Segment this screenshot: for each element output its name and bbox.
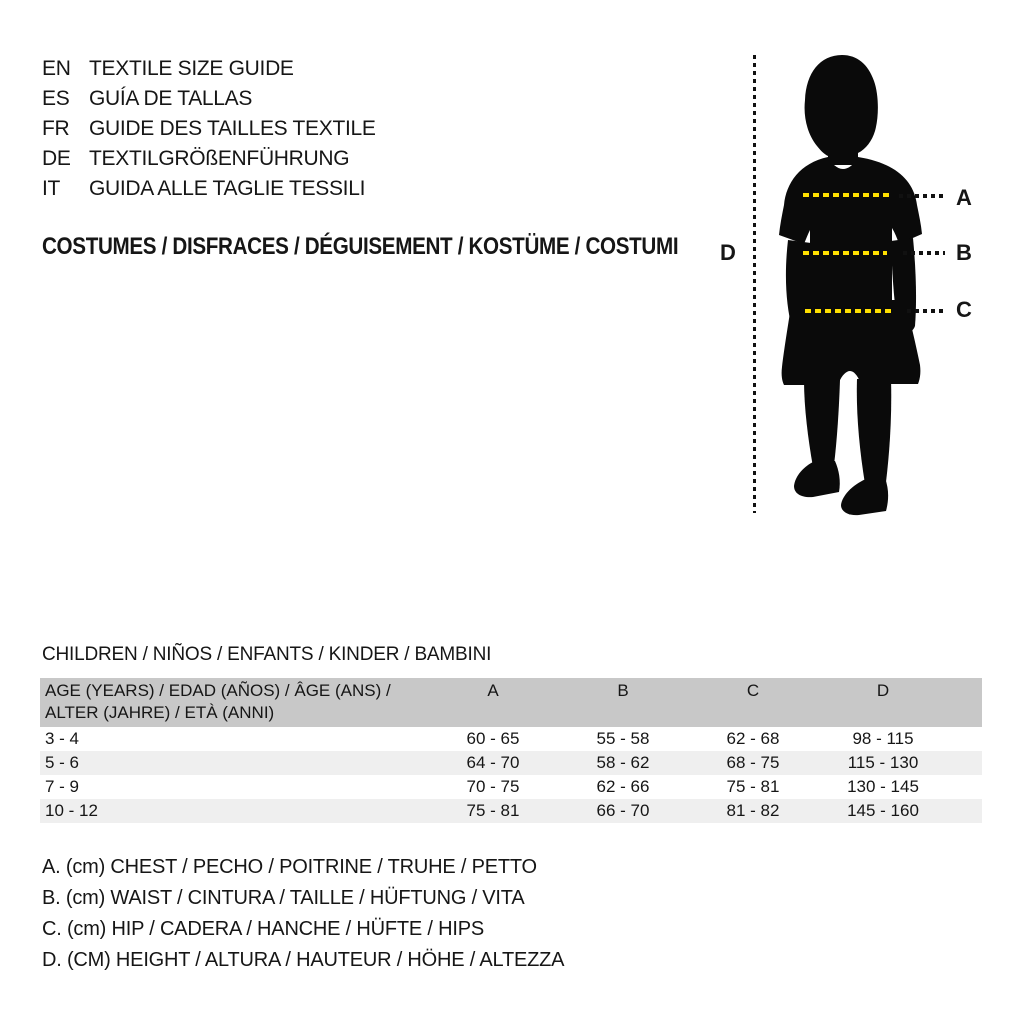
measurement-legend	[42, 852, 564, 976]
age-cell: 10 - 12	[45, 801, 98, 820]
children-section-heading: CHILDREN / NIÑOS / ENFANTS / KINDER / BAMBINI	[42, 644, 492, 665]
language-row	[42, 84, 376, 114]
waist-dash-line	[803, 251, 887, 255]
col-header-d: D	[876, 681, 890, 700]
age-cell: 3 - 4	[45, 729, 80, 748]
waist-cell: 58 - 62	[596, 753, 650, 772]
hip-cell: 75 - 81	[726, 777, 780, 796]
hip-dash-line	[805, 309, 891, 313]
age-header-line2: ALTER (JAHRE) / ETÀ (ANNI)	[45, 703, 275, 722]
measure-label-d: D	[720, 240, 736, 265]
measure-label-a: A	[956, 185, 972, 210]
waist-cell: 62 - 66	[596, 777, 650, 796]
spacer-cell	[948, 678, 982, 727]
language-row	[42, 144, 376, 174]
table-row	[40, 751, 982, 775]
col-header-b: B	[617, 681, 629, 700]
height-cell: 115 - 130	[847, 753, 919, 772]
height-cell: 98 - 115	[852, 729, 914, 748]
table-row	[40, 727, 982, 751]
spacer-cell	[948, 775, 982, 799]
measure-label-c: C	[956, 297, 972, 322]
language-label: TEXTILE SIZE GUIDE	[89, 57, 294, 80]
language-code: ES	[42, 87, 70, 110]
chest-dash-line	[803, 193, 889, 197]
language-row	[42, 54, 376, 84]
spacer-cell	[948, 799, 982, 823]
waist-cell: 66 - 70	[596, 801, 650, 820]
language-code: DE	[42, 147, 71, 170]
table-row	[40, 799, 982, 823]
col-header-a: A	[487, 681, 499, 700]
child-silhouette-icon	[758, 45, 943, 520]
language-row	[42, 174, 376, 204]
waist-leader-line	[903, 251, 945, 255]
language-code: FR	[42, 117, 70, 140]
legend-item-d: D. (CM) HEIGHT / ALTURA / HAUTEUR / HÖHE / ALTEZZA	[42, 949, 565, 971]
age-cell: 7 - 9	[45, 777, 80, 796]
age-header-line1: AGE (YEARS) / EDAD (AÑOS) / ÂGE (ANS) /	[45, 681, 391, 700]
language-code: IT	[42, 177, 61, 200]
hip-cell: 68 - 75	[726, 753, 780, 772]
chest-cell: 75 - 81	[466, 801, 520, 820]
language-row	[42, 114, 376, 144]
height-dotted-line	[753, 55, 756, 513]
hip-cell: 81 - 82	[726, 801, 780, 820]
age-cell: 5 - 6	[45, 753, 80, 772]
hip-leader-line	[907, 309, 945, 313]
chest-leader-line	[899, 194, 945, 198]
height-cell: 130 - 145	[847, 777, 919, 796]
language-code: EN	[42, 57, 71, 80]
language-label: GUÍA DE TALLAS	[89, 87, 253, 110]
size-table	[40, 678, 982, 823]
spacer-cell	[948, 751, 982, 775]
hip-cell: 62 - 68	[726, 729, 780, 748]
height-cell: 145 - 160	[847, 801, 919, 820]
table-header-row	[40, 678, 982, 727]
col-header-c: C	[746, 681, 760, 700]
age-header-cell	[40, 678, 428, 727]
language-label: GUIDE DES TAILLES TEXTILE	[89, 117, 376, 140]
measure-label-b: B	[956, 240, 972, 265]
chest-cell: 60 - 65	[466, 729, 520, 748]
measurement-figure	[700, 40, 1000, 530]
legend-item-a: A. (cm) CHEST / PECHO / POITRINE / TRUHE / PETTO	[42, 856, 537, 878]
table-row	[40, 775, 982, 799]
language-list	[42, 54, 376, 204]
category-heading: COSTUMES / DISFRACES / DÉGUISEMENT / KOSTÜME / COSTUMI	[42, 233, 679, 260]
legend-item-b: B. (cm) WAIST / CINTURA / TAILLE / HÜFTUNG / VITA	[42, 887, 525, 909]
spacer-cell	[948, 727, 982, 751]
chest-cell: 70 - 75	[466, 777, 520, 796]
chest-cell: 64 - 70	[466, 753, 520, 772]
language-label: GUIDA ALLE TAGLIE TESSILI	[89, 177, 366, 200]
legend-item-c: C. (cm) HIP / CADERA / HANCHE / HÜFTE / HIPS	[42, 918, 484, 940]
language-label: TEXTILGRÖßENFÜHRUNG	[89, 147, 350, 170]
waist-cell: 55 - 58	[596, 729, 650, 748]
